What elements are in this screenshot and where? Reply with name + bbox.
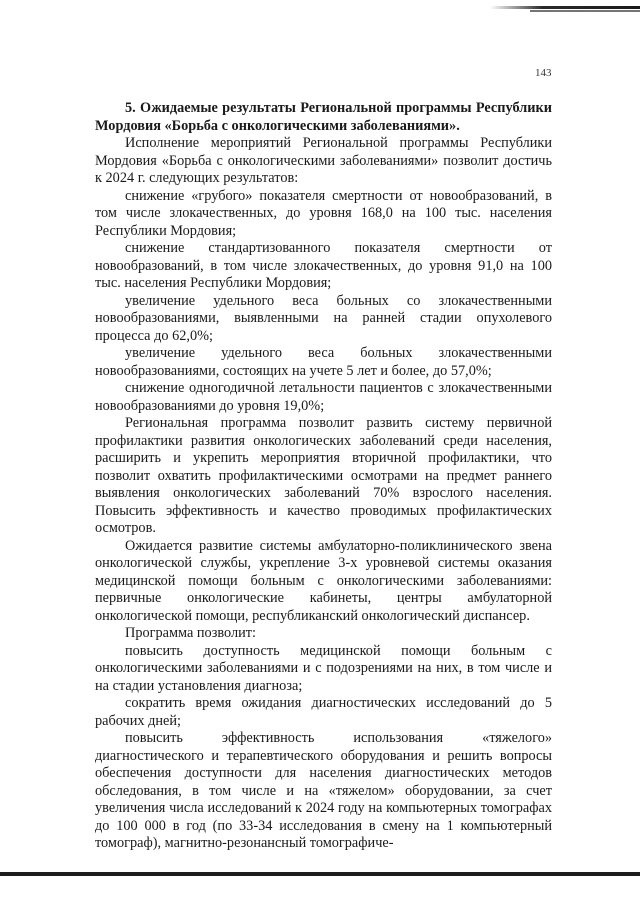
paragraph: Ожидается развитие системы амбулаторно-поликлинического звена онкологической службы, укрепление 3-х уровневой системы оказания медицинской помощи больным с онкологическими заболеваниями: первичные онкологические кабинеты, центры амбулаторной онкологической помощи, республиканский онкологический диспансер.	[95, 537, 552, 624]
section-heading: 5. Ожидаемые результаты Региональной программы Республики Мордовия «Борьба с онкологическими заболеваниями».	[95, 100, 552, 134]
paragraph: снижение «грубого» показателя смертности от новообразований, в том числе злокачественных, до уровня 168,0 на 100 тыс. населения Республики Мордовия;	[95, 187, 552, 239]
page-number: 143	[535, 67, 552, 79]
paragraph: снижение стандартизованного показателя смертности от новообразований, в том числе злокачественных, до уровня 91,0 на 100 тыс. населения Республики Мордовия;	[95, 240, 552, 291]
paragraph: повысить доступность медицинской помощи больным с онкологическими заболеваниями и с подозрениями на них, в том числе и на стадии установления диагноза;	[95, 642, 552, 694]
scan-edge-top	[490, 6, 640, 9]
paragraph: повысить эффективность использования «тяжелого» диагностического и терапевтического оборудования и решить вопросы обеспечения доступности для населения диагностических методов обследования, в том числе и на «тяжелом» оборудовании, за счет увеличения числа исследований к 2024 году на компьютерных томографах до 100 000 в год (по 33-34 исследования в смену на 1 компьютерный томограф), магнитно-резонансный томографиче-	[95, 730, 552, 851]
scan-edge-bottom	[0, 872, 640, 876]
paragraph: увеличение удельного веса больных со злокачественными новообразованиями, выявленными на ранней стадии опухолевого процесса до 62,0%;	[95, 292, 552, 344]
paragraph: Региональная программа позволит развить систему первичной профилактики развития онкологических заболеваний среди населения, расширить и укрепить мероприятия вторичной профилактики, что позволит охватить профилактическими осмотрами на предмет раннего выявления онкологических заболеваний 70% взрослого населения. Повысить эффективность и качество проводимых профилактических осмотров.	[95, 415, 552, 536]
paragraph: увеличение удельного веса больных злокачественными новообразованиями, состоящих на учете 5 лет и более, до 57,0%;	[95, 345, 552, 379]
paragraph: сократить время ожидания диагностических исследований до 5 рабочих дней;	[95, 695, 552, 729]
document-body	[95, 100, 552, 853]
paragraph: Программа позволит:	[125, 625, 256, 641]
paragraph: Исполнение мероприятий Региональной программы Республики Мордовия «Борьба с онкологическими заболеваниями» позволит достичь к 2024 г. следующих результатов:	[95, 135, 552, 186]
paragraph: снижение одногодичной летальности пациентов с злокачественными новообразованиями до уровня 19,0%;	[95, 380, 552, 414]
scan-edge-top-secondary	[530, 10, 640, 12]
